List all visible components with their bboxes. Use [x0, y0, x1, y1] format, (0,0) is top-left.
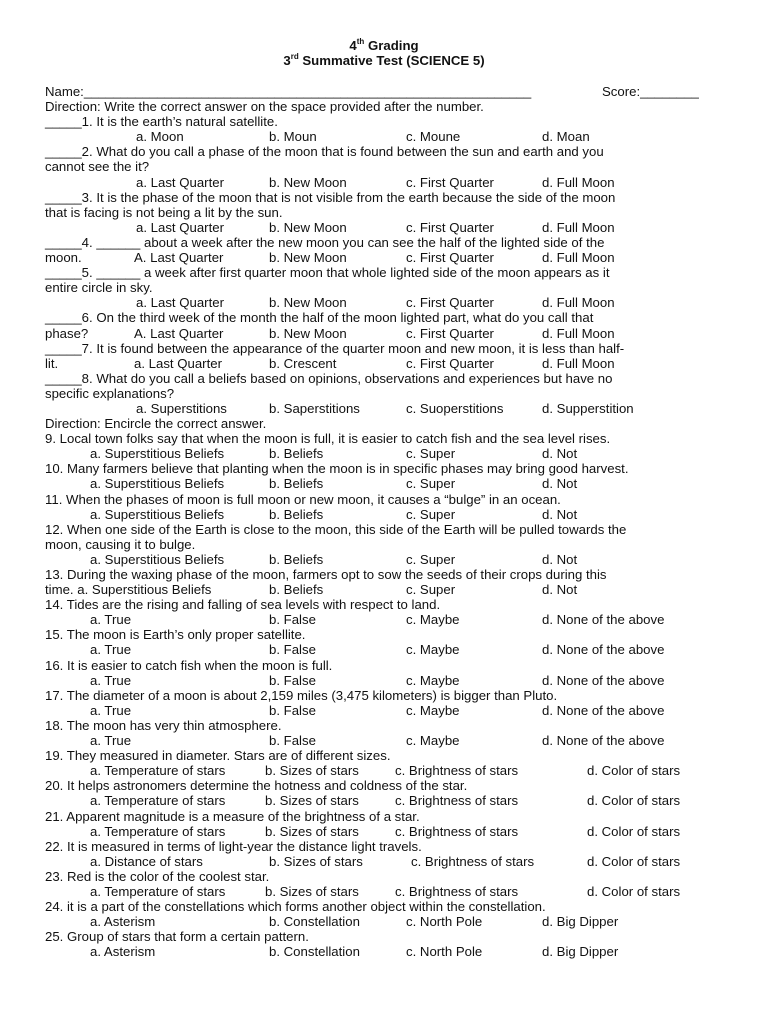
answer-option[interactable]: a. Temperature of stars [90, 883, 226, 899]
answer-options [45, 854, 725, 869]
answer-option[interactable]: c. First Quarter [406, 250, 494, 266]
answer-option[interactable]: b. New Moon [269, 325, 347, 341]
name-field[interactable]: Name:_____________________________________________________________ [45, 84, 532, 99]
answer-option[interactable]: c. First Quarter [406, 174, 494, 190]
answer-option[interactable]: A. Last Quarter [134, 325, 224, 341]
answer-option[interactable]: c. Brightness of stars [395, 883, 519, 899]
answer-option[interactable]: b. New Moon [269, 295, 347, 311]
score-field[interactable]: Score:________ [602, 84, 699, 99]
answer-option[interactable]: a. Last Quarter [136, 219, 224, 235]
question-item [45, 235, 725, 265]
question-text: 17. The diameter of a moon is about 2,159 miles (3,475 kilometers) is bigger than Pluto. [45, 687, 558, 703]
question-item [45, 461, 725, 491]
answer-option[interactable]: c. Super [406, 446, 456, 462]
answer-options [45, 401, 725, 416]
answer-option[interactable]: d. Full Moon [542, 295, 615, 311]
question-text: 23. Red is the color of the coolest star. [45, 868, 270, 884]
answer-option[interactable]: b. Sizes of stars [265, 793, 359, 809]
answer-option[interactable]: d. Full Moon [542, 219, 615, 235]
question-text: specific explanations? [45, 385, 175, 401]
grading-heading [0, 38, 768, 53]
part2-questions [45, 431, 725, 959]
answer-option[interactable]: d. None of the above [542, 612, 665, 628]
question-text-continued: lit. [45, 355, 59, 371]
answer-options [45, 326, 725, 341]
answer-option[interactable]: d. None of the above [542, 672, 665, 688]
answer-option[interactable]: b. Saperstitions [269, 400, 360, 416]
answer-option[interactable]: b. False [269, 642, 316, 658]
answer-options [45, 642, 725, 657]
answer-option[interactable]: c. Maybe [406, 702, 460, 718]
answer-options [45, 733, 725, 748]
answer-option[interactable]: a. Superstitious Beliefs [90, 476, 225, 492]
answer-option[interactable]: c. Brightness of stars [395, 823, 519, 839]
answer-option[interactable]: A. Last Quarter [134, 250, 224, 266]
test-number: 3 [283, 53, 291, 69]
question-text: 13. During the waxing phase of the moon, farmers opt to sow the seeds of their crops during this [45, 567, 607, 582]
question-item [45, 839, 725, 869]
question-item [45, 658, 725, 688]
answer-option[interactable]: b. False [269, 733, 316, 749]
question-text: 22. It is measured in terms of light-year the distance light travels. [45, 838, 422, 854]
question-item [45, 190, 725, 235]
question-item [45, 114, 725, 144]
answer-option[interactable]: c. First Quarter [406, 325, 494, 341]
question-item [45, 718, 725, 748]
answer-option[interactable]: a. True [90, 733, 132, 749]
answer-option[interactable]: d. Color of stars [587, 823, 681, 839]
answer-option[interactable]: a. Temperature of stars [90, 793, 226, 809]
answer-option[interactable]: a. Distance of stars [90, 853, 203, 869]
question-text: 14. Tides are the rising and falling of sea levels with respect to land. [45, 597, 441, 613]
answer-option[interactable]: c. Brightness of stars [411, 853, 535, 869]
answer-options [45, 703, 725, 718]
answer-option[interactable]: c. Brightness of stars [395, 763, 519, 779]
answer-option[interactable]: b. Sizes of stars [265, 763, 359, 779]
answer-option[interactable]: d. Big Dipper [542, 914, 619, 930]
question-text: 16. It is easier to catch fish when the moon is full. [45, 657, 333, 673]
answer-option[interactable]: c. Maybe [406, 672, 460, 688]
answer-option[interactable]: d. Not [542, 446, 578, 462]
answer-option[interactable]: a. Temperature of stars [90, 763, 226, 779]
answer-option[interactable]: b. Sizes of stars [265, 883, 359, 899]
question-text: _____5. ______ a week after first quarter moon that whole lighted side of the moon appears as it [45, 265, 610, 281]
question-item [45, 431, 725, 461]
answer-option[interactable]: d. None of the above [542, 642, 665, 658]
answer-option[interactable]: b. Sizes of stars [265, 823, 359, 839]
answer-option[interactable]: a. True [90, 672, 132, 688]
answer-option[interactable]: c. First Quarter [406, 295, 494, 311]
answer-options [45, 673, 725, 688]
question-text: that is facing is not being a lit by the sun. [45, 204, 283, 220]
question-text: 21. Apparent magnitude is a measure of the brightness of a star. [45, 808, 420, 824]
question-text-continued: moon. [45, 250, 82, 266]
question-text: 15. The moon is Earth’s only proper satellite. [45, 627, 306, 643]
answer-option[interactable]: d. Full Moon [542, 250, 615, 266]
answer-option[interactable]: b. New Moon [269, 174, 347, 190]
answer-option[interactable]: c. North Pole [406, 944, 483, 960]
answer-option[interactable]: b. Crescent [269, 355, 337, 371]
answer-option[interactable]: a. Superstitious Beliefs [90, 551, 225, 567]
answer-option[interactable]: d. Full Moon [542, 325, 615, 341]
answer-option[interactable]: b. New Moon [269, 250, 347, 266]
question-text: 10. Many farmers believe that planting when the moon is in specific phases may bring good harvest. [45, 461, 629, 477]
question-item [45, 310, 725, 340]
answer-options [45, 944, 725, 959]
question-text: _____3. It is the phase of the moon that is not visible from the earth because the side of the moon [45, 189, 616, 205]
answer-option[interactable]: c. Super [406, 476, 456, 492]
answer-option[interactable]: c. Super [406, 506, 456, 522]
answer-options [45, 507, 725, 522]
answer-option[interactable]: c. First Quarter [406, 355, 494, 371]
question-item [45, 341, 725, 371]
answer-option[interactable]: b. Sizes of stars [269, 853, 363, 869]
answer-option[interactable]: c. Super [406, 582, 456, 598]
answer-option[interactable]: c. Super [406, 551, 456, 567]
answer-option[interactable]: c. Brightness of stars [395, 793, 519, 809]
answer-option[interactable]: a. True [90, 702, 132, 718]
question-text-continued: time. a. Superstitious Beliefs [45, 582, 212, 598]
answer-option[interactable]: c. North Pole [406, 914, 483, 930]
answer-option[interactable]: d. Color of stars [587, 853, 681, 869]
question-text: 25. Group of stars that form a certain pattern. [45, 929, 309, 945]
answer-options [45, 884, 725, 899]
direction-write: Direction: Write the correct answer on the space provided after the number. [45, 99, 484, 115]
answer-option[interactable]: b. False [269, 672, 316, 688]
answer-option[interactable]: a. True [90, 642, 132, 658]
answer-options [45, 295, 725, 310]
answer-option[interactable]: a. Last Quarter [136, 174, 224, 190]
answer-option[interactable]: d. Supperstition [542, 400, 634, 416]
question-text: moon, causing it to bulge. [45, 536, 196, 552]
question-text: _____1. It is the earth’s natural satellite. [45, 114, 278, 130]
question-item [45, 869, 725, 899]
question-text: _____8. What do you call a beliefs based on opinions, observations and experiences but have no [45, 370, 613, 386]
question-text: 24. it is a part of the constellations which forms another object within the constellation. [45, 899, 546, 915]
test-body [45, 84, 725, 959]
answer-options [45, 763, 725, 778]
question-text: _____2. What do you call a phase of the moon that is found between the sun and earth and you [45, 144, 604, 160]
answer-option[interactable]: d. Big Dipper [542, 944, 619, 960]
question-item [45, 899, 725, 929]
answer-option[interactable]: a. Last Quarter [134, 355, 222, 371]
answer-option[interactable]: b. Beliefs [269, 582, 324, 598]
answer-options [45, 552, 725, 567]
question-text: 11. When the phases of moon is full moon or new moon, it causes a “bulge” in an ocean. [45, 491, 561, 507]
question-text: _____4. ______ about a week after the new moon you can see the half of the lighted side of the [45, 234, 605, 250]
answer-option[interactable]: a. Last Quarter [136, 295, 224, 311]
answer-option[interactable]: b. Constellation [269, 944, 360, 960]
answer-option[interactable]: c. Maybe [406, 733, 460, 749]
question-text: entire circle in sky. [45, 280, 153, 296]
answer-options [45, 914, 725, 929]
answer-options [45, 582, 725, 597]
question-item [45, 809, 725, 839]
answer-option[interactable]: b. Beliefs [269, 446, 324, 462]
question-item [45, 144, 725, 189]
name-score-row [45, 84, 725, 99]
answer-option[interactable]: b. Moun [269, 129, 317, 145]
grading-word: Grading [368, 38, 419, 53]
question-item [45, 688, 725, 718]
answer-option[interactable]: a. Superstitious Beliefs [90, 506, 225, 522]
answer-options [45, 476, 725, 491]
answer-options [45, 446, 725, 461]
answer-options [45, 793, 725, 808]
question-text: cannot see the it? [45, 159, 150, 175]
answer-option[interactable]: b. Beliefs [269, 476, 324, 492]
answer-option[interactable]: d. Full Moon [542, 174, 615, 190]
answer-option[interactable]: d. None of the above [542, 733, 665, 749]
answer-option[interactable]: d. Full Moon [542, 355, 615, 371]
answer-option[interactable]: d. Not [542, 551, 578, 567]
answer-option[interactable]: c. Moune [406, 129, 461, 145]
question-text: 19. They measured in diameter. Stars are of different sizes. [45, 748, 391, 764]
answer-option[interactable]: a. Moon [136, 129, 184, 145]
question-text: 18. The moon has very thin atmosphere. [45, 717, 282, 733]
answer-option[interactable]: d. Not [542, 582, 578, 598]
answer-options [45, 220, 725, 235]
answer-option[interactable]: d. Color of stars [587, 793, 681, 809]
answer-options [45, 129, 725, 144]
answer-option[interactable]: a. True [90, 612, 132, 628]
answer-option[interactable]: d. Not [542, 506, 578, 522]
question-text: _____6. On the third week of the month the half of the moon lighted part, what do you call that [45, 310, 594, 326]
answer-option[interactable]: d. Color of stars [587, 883, 681, 899]
part1-questions [45, 114, 725, 416]
test-superscript: rd [290, 52, 299, 62]
answer-option[interactable]: a. Superstitions [136, 400, 227, 416]
answer-option[interactable]: a. Asterism [90, 944, 156, 960]
answer-option[interactable]: c. First Quarter [406, 219, 494, 235]
answer-option[interactable]: d. Color of stars [587, 763, 681, 779]
question-item [45, 597, 725, 627]
answer-option[interactable]: b. Beliefs [269, 551, 324, 567]
answer-option[interactable]: c. Maybe [406, 642, 460, 658]
question-item [45, 929, 725, 959]
answer-option[interactable]: b. False [269, 612, 316, 628]
grading-superscript: th [356, 36, 365, 46]
question-item [45, 627, 725, 657]
question-item [45, 778, 725, 808]
answer-option[interactable]: a. Superstitious Beliefs [90, 446, 225, 462]
question-item [45, 522, 725, 567]
answer-options [45, 612, 725, 627]
answer-option[interactable]: d. Moan [542, 129, 590, 145]
question-item [45, 371, 725, 416]
answer-option[interactable]: d. Not [542, 476, 578, 492]
question-item [45, 567, 725, 597]
answer-option[interactable]: b. False [269, 702, 316, 718]
question-text: _____7. It is found between the appearance of the quarter moon and new moon, it is less than half- [45, 340, 625, 356]
answer-option[interactable]: a. Asterism [90, 914, 156, 930]
answer-option[interactable]: a. Temperature of stars [90, 823, 226, 839]
question-text-continued: phase? [45, 325, 89, 341]
answer-option[interactable]: d. None of the above [542, 702, 665, 718]
question-text: 20. It helps astronomers determine the hotness and coldness of the star. [45, 778, 468, 794]
direction-encircle: Direction: Encircle the correct answer. [45, 416, 267, 432]
answer-options [45, 824, 725, 839]
test-title-text: Summative Test (SCIENCE 5) [302, 53, 485, 69]
answer-option[interactable]: b. Beliefs [269, 506, 324, 522]
grading-number: 4 [349, 38, 357, 53]
question-text: 9. Local town folks say that when the moon is full, it is easier to catch fish and the sea level rises. [45, 431, 611, 447]
answer-option[interactable]: c. Maybe [406, 612, 460, 628]
answer-option[interactable]: b. Constellation [269, 914, 360, 930]
test-title [0, 53, 768, 68]
question-text: 12. When one side of the Earth is close to the moon, this side of the Earth will be pulled towards the [45, 521, 627, 537]
question-item [45, 265, 725, 310]
answer-options [45, 356, 725, 371]
question-item [45, 492, 725, 522]
answer-options [45, 250, 725, 265]
answer-options [45, 175, 725, 190]
answer-option[interactable]: c. Suoperstitions [406, 400, 504, 416]
answer-option[interactable]: b. New Moon [269, 219, 347, 235]
question-item [45, 748, 725, 778]
